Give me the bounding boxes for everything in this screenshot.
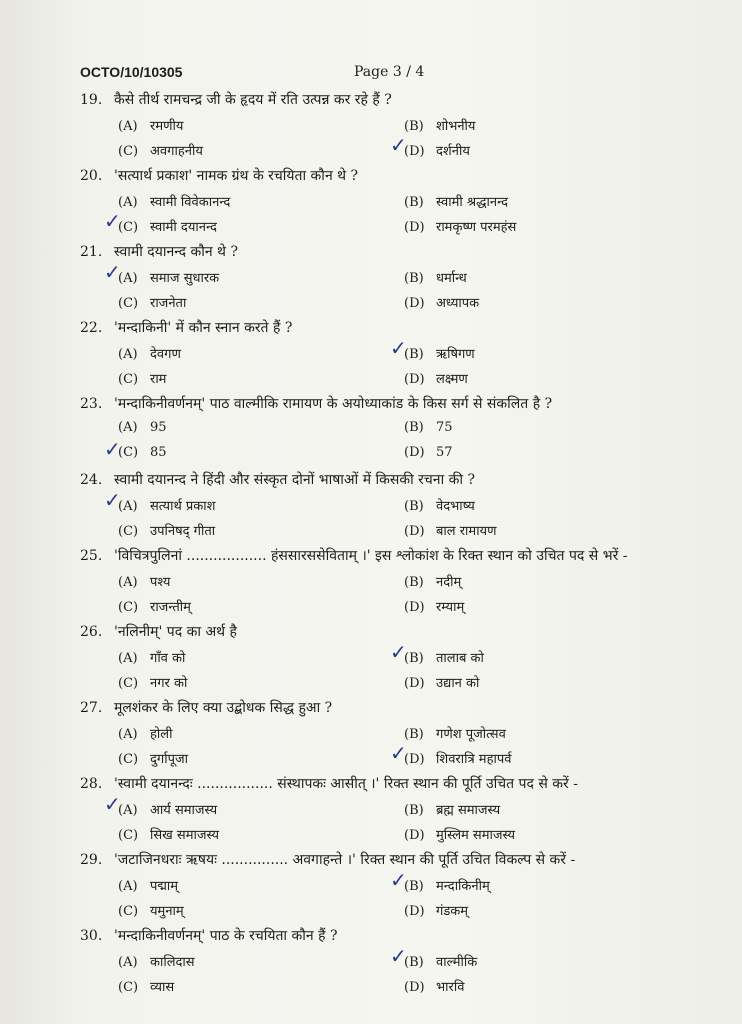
option-text: होली bbox=[150, 727, 173, 742]
question-stem: स्वामी दयानन्द कौन थे ? bbox=[114, 244, 238, 260]
option-label: (B) bbox=[404, 195, 424, 210]
question-number: 19. bbox=[80, 92, 103, 108]
option-label: (D) bbox=[404, 144, 425, 159]
option-text: राजनेता bbox=[150, 296, 187, 311]
question-text bbox=[80, 242, 720, 261]
option-text: राजन्तीम् bbox=[150, 600, 191, 615]
question-number: 23. bbox=[80, 396, 103, 412]
question-text bbox=[80, 546, 720, 565]
option bbox=[390, 336, 475, 362]
question-block bbox=[0, 926, 742, 1002]
option-label: (B) bbox=[404, 271, 424, 286]
question-block bbox=[0, 318, 742, 394]
option-label: (B) bbox=[404, 727, 424, 742]
option bbox=[390, 133, 470, 159]
option bbox=[118, 597, 191, 615]
option bbox=[404, 268, 467, 286]
option-label: (A) bbox=[118, 499, 138, 514]
option bbox=[404, 116, 475, 134]
option bbox=[404, 217, 516, 235]
question-number: 21. bbox=[80, 244, 103, 260]
option-text: स्वामी विवेकानन्द bbox=[150, 195, 231, 210]
question-number: 29. bbox=[80, 852, 103, 868]
option bbox=[118, 116, 183, 134]
option-text: 75 bbox=[436, 420, 453, 435]
option-label: (D) bbox=[404, 600, 425, 615]
option-label: (B) bbox=[404, 420, 424, 435]
option-label: (D) bbox=[404, 220, 425, 235]
option-text: 95 bbox=[150, 420, 167, 435]
option-text: ऋषिगण bbox=[436, 347, 475, 362]
option-text: तालाब को bbox=[436, 651, 484, 666]
question-text bbox=[80, 698, 720, 717]
option-text: नगर को bbox=[150, 676, 188, 691]
question-stem: 'सत्यार्थ प्रकाश' नामक ग्रंथ के रचयिता कौन थे ? bbox=[114, 168, 359, 184]
handwritten-tick-icon: ✓ bbox=[390, 868, 407, 892]
handwritten-tick-icon: ✓ bbox=[390, 741, 407, 765]
handwritten-tick-icon: ✓ bbox=[104, 488, 121, 512]
option bbox=[390, 741, 512, 767]
option-text: धर्मान्ध bbox=[436, 271, 467, 286]
option-label: (D) bbox=[404, 296, 425, 311]
option-text: भारवि bbox=[436, 980, 465, 995]
question-number: 28. bbox=[80, 776, 103, 792]
option-label: (C) bbox=[118, 220, 139, 235]
paper-code: OCTO/10/10305 bbox=[80, 64, 183, 80]
handwritten-tick-icon: ✓ bbox=[104, 437, 121, 461]
option bbox=[404, 420, 453, 435]
question-block bbox=[0, 394, 742, 470]
option-text: उद्यान को bbox=[436, 676, 480, 691]
option-label: (C) bbox=[118, 828, 139, 843]
question-number: 30. bbox=[80, 928, 103, 944]
option bbox=[404, 445, 453, 460]
option-label: (D) bbox=[404, 445, 425, 460]
question-block bbox=[0, 546, 742, 622]
option bbox=[390, 868, 490, 894]
option-text: रमणीय bbox=[150, 119, 184, 134]
question-number: 24. bbox=[80, 472, 103, 488]
option-label: (C) bbox=[118, 904, 139, 919]
option bbox=[118, 825, 219, 843]
question-text bbox=[80, 926, 720, 945]
question-number: 27. bbox=[80, 700, 103, 716]
option-text: व्यास bbox=[150, 980, 175, 995]
question-block bbox=[0, 850, 742, 926]
question-block bbox=[0, 622, 742, 698]
option-label: (B) bbox=[404, 879, 424, 894]
option bbox=[118, 749, 188, 767]
option-text: पद्माम् bbox=[150, 879, 179, 894]
question-block bbox=[0, 774, 742, 850]
option-text: बाल रामायण bbox=[436, 524, 497, 539]
option-label: (D) bbox=[404, 524, 425, 539]
option bbox=[404, 825, 515, 843]
option-text: रामकृष्ण परमहंस bbox=[436, 220, 517, 235]
question-number: 22. bbox=[80, 320, 103, 336]
question-stem: 'मन्दाकिनीवर्णनम्' पाठ वाल्मीकि रामायण के अयोध्याकांड के किस सर्ग से संकलित है ? bbox=[114, 396, 553, 412]
question-stem: 'स्वामी दयानन्दः ................. संस्थापकः आसीत् ।' रिक्त स्थान की पूर्ति उचित पद से करें - bbox=[114, 776, 578, 792]
page-header bbox=[80, 64, 680, 84]
option-label: (A) bbox=[118, 879, 138, 894]
question-number: 20. bbox=[80, 168, 103, 184]
option-label: (C) bbox=[118, 524, 139, 539]
question-stem: कैसे तीर्थ रामचन्द्र जी के हृदय में रति उत्पन्न कर रहे हैं ? bbox=[114, 92, 392, 108]
option-label: (A) bbox=[118, 575, 138, 590]
option-label: (B) bbox=[404, 119, 424, 134]
option-label: (A) bbox=[118, 195, 138, 210]
option-label: (B) bbox=[404, 347, 424, 362]
option-label: (C) bbox=[118, 600, 139, 615]
option-text: ब्रह्म समाजस्य bbox=[436, 803, 501, 818]
option-label: (D) bbox=[404, 828, 425, 843]
option-label: (D) bbox=[404, 372, 425, 387]
option bbox=[118, 521, 215, 539]
option-label: (B) bbox=[404, 803, 424, 818]
handwritten-tick-icon: ✓ bbox=[390, 944, 407, 968]
option-text: राम bbox=[150, 372, 167, 387]
option bbox=[404, 724, 506, 742]
option bbox=[118, 876, 178, 894]
option bbox=[104, 209, 217, 235]
option-label: (C) bbox=[118, 752, 139, 767]
option-text: शिवरात्रि महापर्व bbox=[436, 752, 512, 767]
option-text: मन्दाकिनीम् bbox=[436, 879, 490, 894]
option-label: (D) bbox=[404, 904, 425, 919]
option bbox=[118, 192, 230, 210]
option bbox=[118, 901, 184, 919]
option-text: सिख समाजस्य bbox=[150, 828, 220, 843]
option bbox=[118, 344, 181, 362]
handwritten-tick-icon: ✓ bbox=[104, 260, 121, 284]
question-stem: स्वामी दयानन्द ने हिंदी और संस्कृत दोनों भाषाओं में किसकी रचना की ? bbox=[114, 472, 475, 488]
option-text: 85 bbox=[150, 445, 167, 460]
handwritten-tick-icon: ✓ bbox=[104, 209, 121, 233]
option-text: अध्यापक bbox=[436, 296, 480, 311]
option-label: (A) bbox=[118, 955, 138, 970]
question-stem: 'मन्दाकिनीवर्णनम्' पाठ के रचयिता कौन हैं ? bbox=[114, 928, 338, 944]
question-text bbox=[80, 90, 720, 109]
question-block bbox=[0, 470, 742, 546]
question-text bbox=[80, 166, 720, 185]
option-text: गाँव को bbox=[150, 651, 186, 666]
handwritten-tick-icon: ✓ bbox=[104, 792, 121, 816]
option-text: कालिदास bbox=[150, 955, 195, 970]
option bbox=[118, 293, 186, 311]
option-text: शोभनीय bbox=[436, 119, 476, 134]
option bbox=[404, 369, 468, 387]
handwritten-tick-icon: ✓ bbox=[390, 133, 407, 157]
question-block bbox=[0, 698, 742, 774]
option-text: गंडकम् bbox=[436, 904, 469, 919]
option-text: वेदभाष्य bbox=[436, 499, 475, 514]
option bbox=[118, 420, 167, 435]
question-stem: 'जटाजिनधराः ऋषयः ............... अवगाहन्ते ।' रिक्त स्थान की पूर्ति उचित विकल्प से करें - bbox=[114, 852, 576, 868]
question-text bbox=[80, 774, 720, 793]
option-label: (C) bbox=[118, 980, 139, 995]
option-label: (C) bbox=[118, 296, 139, 311]
option bbox=[104, 437, 167, 461]
option bbox=[404, 977, 464, 995]
question-text bbox=[80, 394, 720, 413]
option-text: पश्य bbox=[150, 575, 171, 590]
option-label: (B) bbox=[404, 651, 424, 666]
option-label: (A) bbox=[118, 651, 138, 666]
option bbox=[404, 521, 497, 539]
option bbox=[404, 496, 475, 514]
option-label: (A) bbox=[118, 727, 138, 742]
option-text: 57 bbox=[436, 445, 453, 460]
option-label: (D) bbox=[404, 980, 425, 995]
option-label: (A) bbox=[118, 271, 138, 286]
option-text: उपनिषद् गीता bbox=[150, 524, 216, 539]
question-block bbox=[0, 242, 742, 318]
page-number: Page 3 / 4 bbox=[354, 64, 425, 80]
option bbox=[118, 952, 195, 970]
option bbox=[118, 977, 174, 995]
option-label: (A) bbox=[118, 119, 138, 134]
option-label: (A) bbox=[118, 347, 138, 362]
option bbox=[118, 572, 170, 590]
option-label: (A) bbox=[118, 803, 138, 818]
option-text: लक्ष्मण bbox=[436, 372, 468, 387]
option bbox=[404, 673, 479, 691]
question-stem: मूलशंकर के लिए क्या उद्बोधक सिद्ध हुआ ? bbox=[114, 700, 333, 716]
question-block bbox=[0, 166, 742, 242]
question-stem: 'नलिनीम्' पद का अर्थ है bbox=[114, 624, 237, 640]
option bbox=[404, 901, 468, 919]
handwritten-tick-icon: ✓ bbox=[390, 640, 407, 664]
question-number: 25. bbox=[80, 548, 103, 564]
option-text: नदीम् bbox=[436, 575, 462, 590]
option bbox=[118, 141, 203, 159]
option-text: आर्य समाजस्य bbox=[150, 803, 218, 818]
option-label: (C) bbox=[118, 372, 139, 387]
option bbox=[118, 648, 185, 666]
question-number: 26. bbox=[80, 624, 103, 640]
option bbox=[104, 792, 218, 818]
option bbox=[404, 597, 464, 615]
option-text: दुर्गापूजा bbox=[150, 752, 188, 767]
option bbox=[118, 673, 187, 691]
question-text bbox=[80, 850, 720, 869]
option-label: (B) bbox=[404, 955, 424, 970]
option-label: (C) bbox=[118, 445, 139, 460]
option bbox=[404, 293, 479, 311]
question-stem: 'विचित्रपुलिनां .................. हंससारससेविताम् ।' इस श्लोकांश के रिक्त स्थान को उचित पद से भरें - bbox=[114, 548, 628, 564]
question-block bbox=[0, 90, 742, 166]
option bbox=[118, 369, 166, 387]
option-label: (A) bbox=[118, 420, 138, 435]
option-text: वाल्मीकि bbox=[436, 955, 478, 970]
option-label: (C) bbox=[118, 144, 139, 159]
option-label: (C) bbox=[118, 676, 139, 691]
question-text bbox=[80, 470, 720, 489]
option-text: स्वामी दयानन्द bbox=[150, 220, 217, 235]
option bbox=[390, 640, 484, 666]
question-stem: 'मन्दाकिनी' में कौन स्नान करते हैं ? bbox=[114, 320, 293, 336]
option-text: यमुनाम् bbox=[150, 904, 184, 919]
option-label: (B) bbox=[404, 499, 424, 514]
option-text: देवगण bbox=[150, 347, 181, 362]
question-text bbox=[80, 318, 720, 337]
option-text: समाज सुधारक bbox=[150, 271, 220, 286]
option-label: (D) bbox=[404, 676, 425, 691]
option-text: स्वामी श्रद्धानन्द bbox=[436, 195, 509, 210]
option-text: मुस्लिम समाजस्य bbox=[436, 828, 516, 843]
handwritten-tick-icon: ✓ bbox=[390, 336, 407, 360]
option bbox=[118, 724, 172, 742]
option bbox=[404, 800, 500, 818]
option bbox=[404, 572, 461, 590]
option-label: (B) bbox=[404, 575, 424, 590]
option bbox=[104, 488, 216, 514]
option-label: (D) bbox=[404, 752, 425, 767]
option-text: अवगाहनीय bbox=[150, 144, 203, 159]
option-text: सत्यार्थ प्रकाश bbox=[150, 499, 216, 514]
option-text: गणेश पूजोत्सव bbox=[436, 727, 506, 742]
option bbox=[390, 944, 478, 970]
option-text: दर्शनीय bbox=[436, 144, 470, 159]
option-text: रम्याम् bbox=[436, 600, 465, 615]
question-text bbox=[80, 622, 720, 641]
option bbox=[404, 192, 508, 210]
option bbox=[104, 260, 220, 286]
